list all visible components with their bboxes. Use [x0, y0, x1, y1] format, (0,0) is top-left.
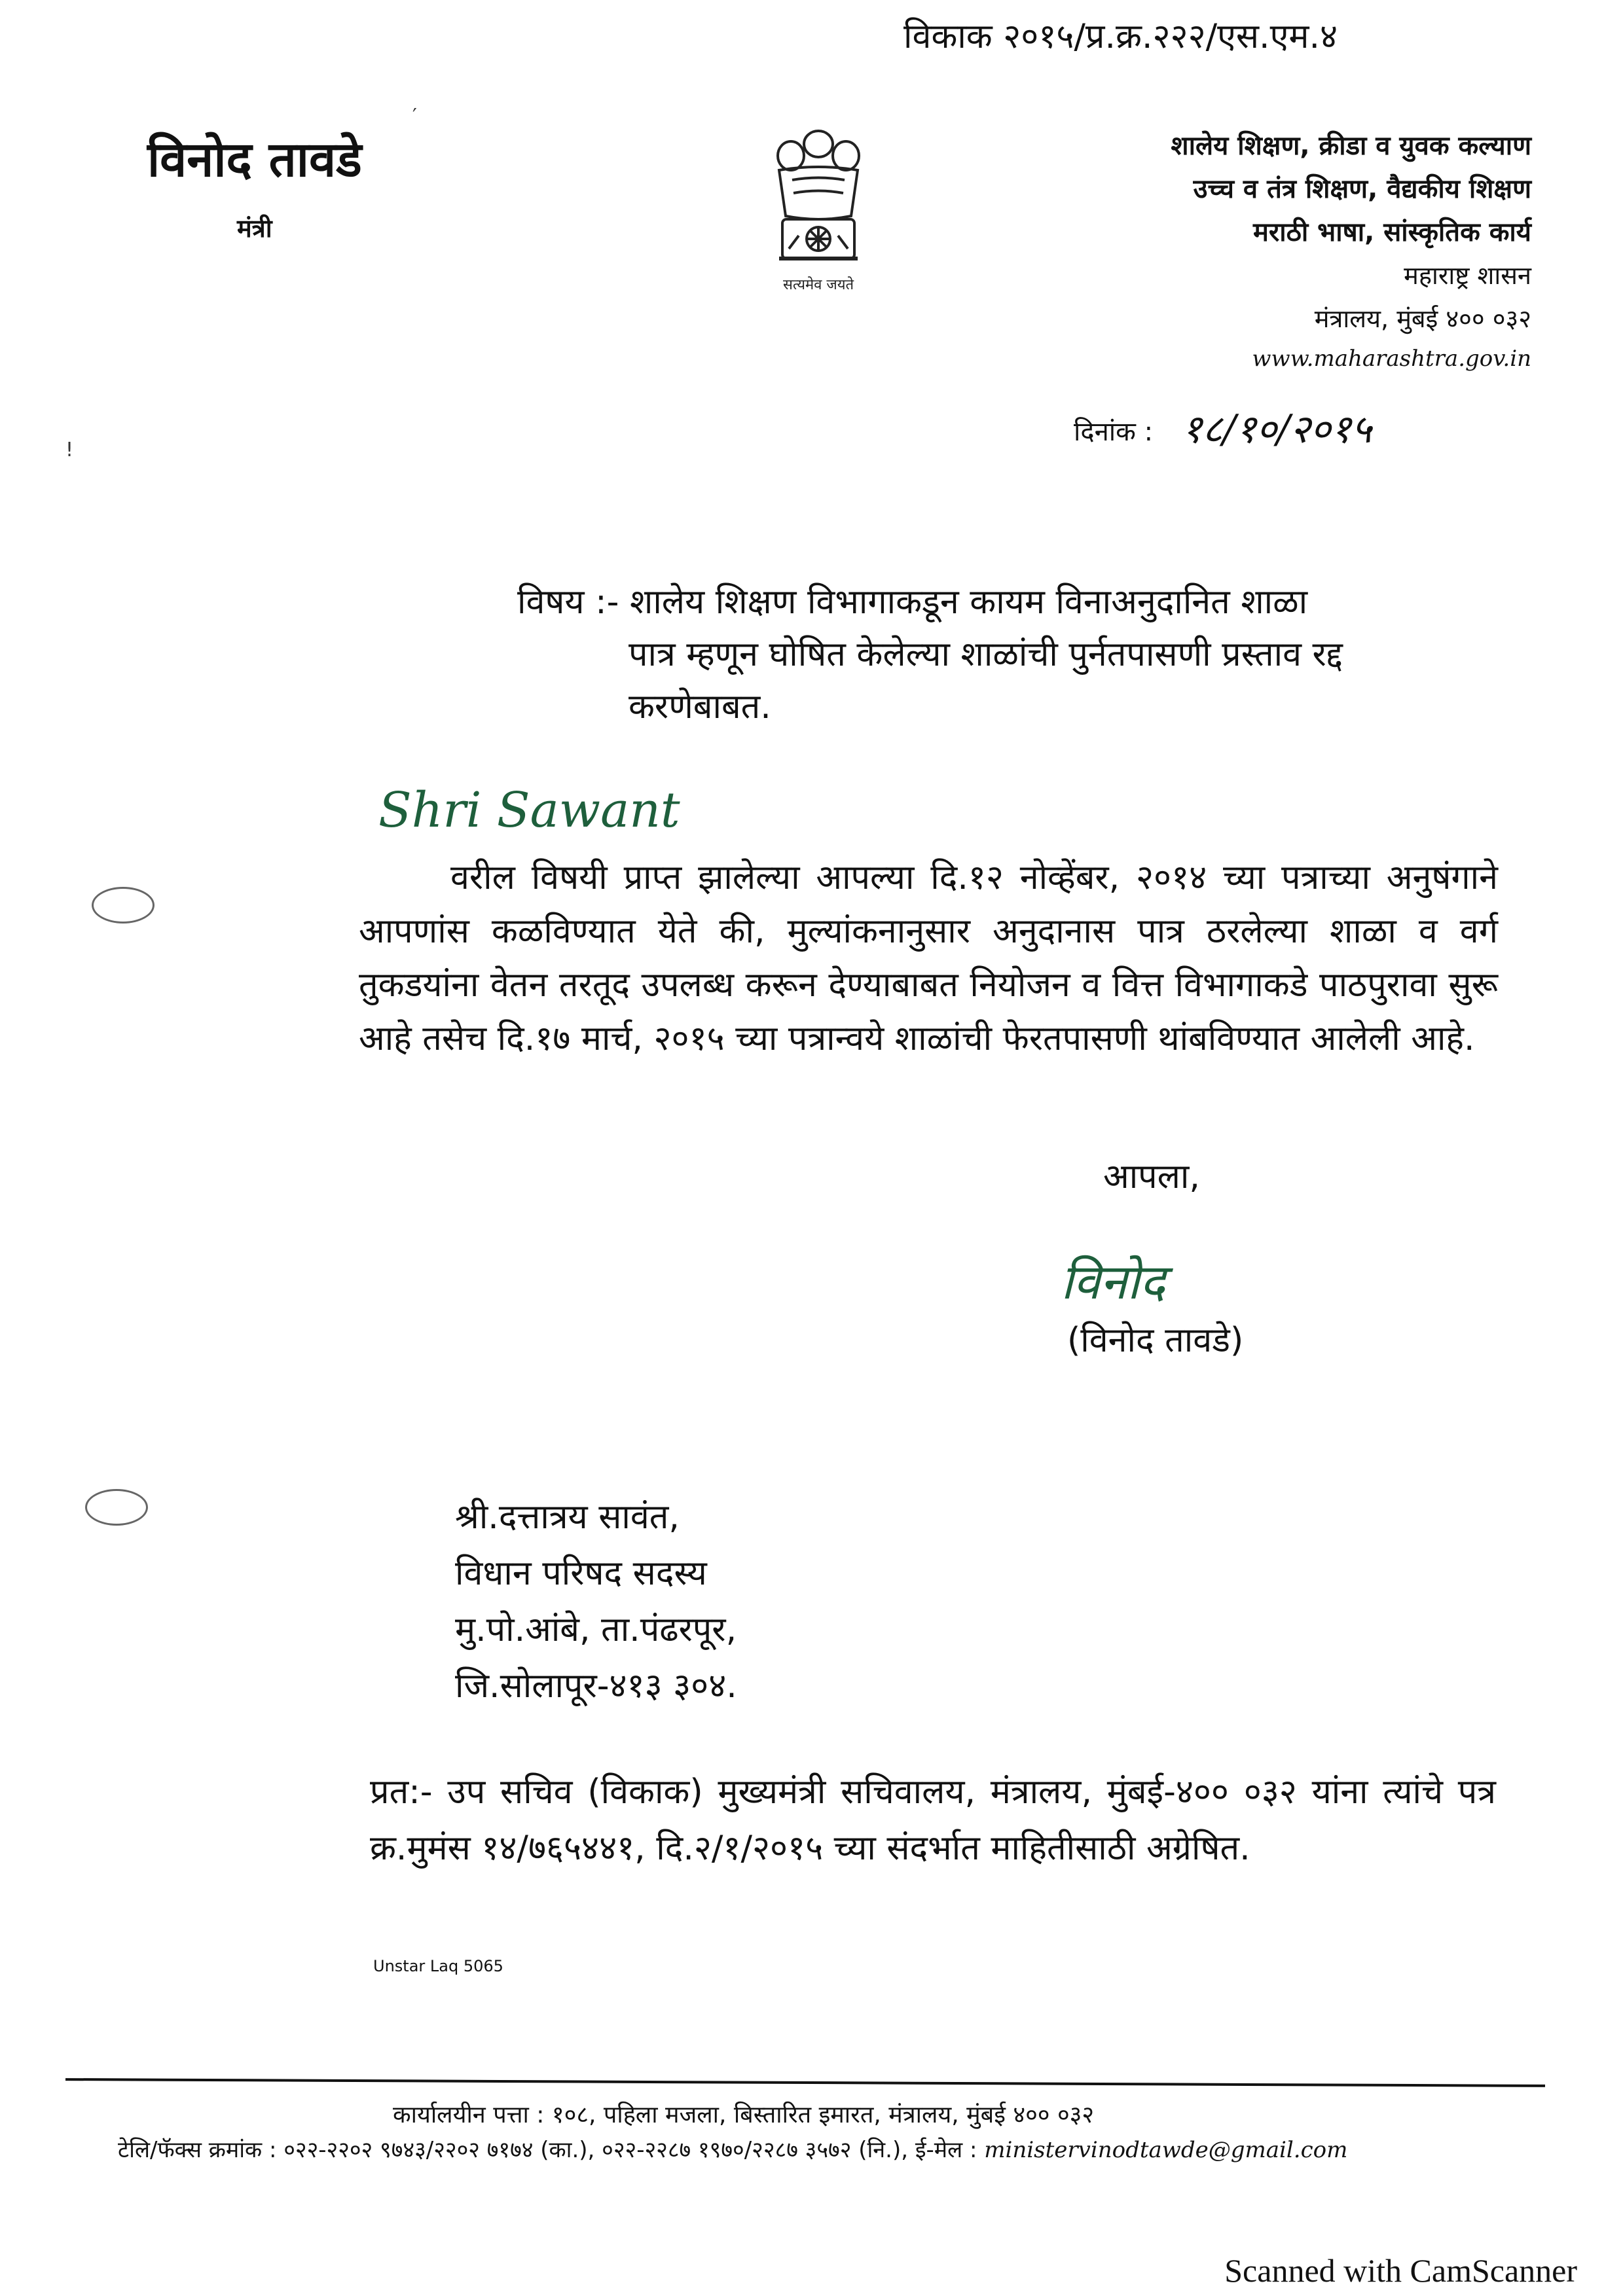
subject-line: शालेय शिक्षण विभागाकडून कायम विनाअनुदानित शाळा	[629, 583, 1308, 622]
subject-block	[517, 576, 1447, 733]
footer-office-address: कार्यालयीन पत्ता : १०८, पहिला मजला, बिस्तारित इमारत, मंत्रालय, मुंबई ४०० ०३२	[393, 2102, 1095, 2128]
addressee-block	[455, 1489, 737, 1714]
scanner-watermark: Scanned with CamScanner	[1224, 2252, 1577, 2289]
ashoka-emblem-icon	[753, 118, 884, 308]
signature: विनोद	[1061, 1254, 1165, 1310]
letter-body: वरील विषयी प्राप्त झालेल्या आपल्या दि.१२ नोव्हेंबर, २०१४ च्या पत्राच्या अनुषंगाने आपणांस कळविण्यात येते की, मुल्यांकनानुसार अनुदानास पात्र ठरलेल्या शाळा व वर्ग तुकडयांना वेतन तरतूद उपलब्ध करून देण्याबाबत नियोजन व वित्त विभागाकडे पाठपुरावा सुरू आहे तसेच दि.१७ मार्च, २०१५ च्या पत्रान्वये शाळांची फेरतपासणी थांबविण्यात आलेली आहे.	[359, 858, 1498, 1058]
addressee-line: जि.सोलापूर-४१३ ३०४.	[455, 1666, 737, 1706]
subject-line: करणेबाबत.	[629, 687, 771, 726]
emblem-motto: सत्यमेव जयते	[782, 277, 854, 293]
minister-title: मंत्री	[237, 214, 272, 243]
government-name: महाराष्ट्र शासन	[1404, 261, 1531, 290]
portfolio-block	[942, 124, 1531, 377]
addressee-line: विधान परिषद सदस्य	[455, 1554, 707, 1593]
portfolio-line: मराठी भाषा, सांस्कृतिक कार्य	[1252, 217, 1531, 247]
website-link[interactable]: www.maharashtra.gov.in	[1252, 346, 1531, 372]
footer-email[interactable]: ministervinodtawde@gmail.com	[984, 2137, 1348, 2163]
minister-name: विनोद तावडे	[147, 132, 362, 188]
signatory-name: (विनोद तावडे)	[1067, 1321, 1244, 1360]
portfolio-line: उच्च व तंत्र शिक्षण, वैद्यकीय शिक्षण	[1193, 174, 1531, 204]
subject-line: पात्र म्हणून घोषित केलेल्या शाळांची पुर्नतपासणी प्रस्ताव रद्द	[629, 635, 1343, 674]
addressee-line: मु.पो.आंबे, ता.पंढरपूर,	[455, 1610, 737, 1649]
footer-contact	[118, 2134, 1347, 2164]
handwritten-salutation: Shri Sawant	[378, 782, 680, 838]
scan-speck: ′	[412, 105, 417, 128]
scan-speck: !	[65, 439, 74, 461]
footer-divider	[65, 2078, 1545, 2087]
copy-to: प्रत:- उप सचिव (विकाक) मुख्यमंत्री सचिवालय, मंत्रालय, मुंबई-४०० ०३२ यांना त्यांचे पत्र क्र.मुमंस १४/७६५४४१, दि.२/१/२०१५ च्या संदर्भात माहितीसाठी अग्रेषित.	[370, 1772, 1496, 1868]
portfolio-line: शालेय शिक्षण, क्रीडा व युवक कल्याण	[1171, 131, 1531, 161]
date-label: दिनांक :	[1074, 417, 1154, 447]
office-address: मंत्रालय, मुंबई ४०० ०३२	[1314, 304, 1531, 333]
punch-hole-mark	[92, 887, 155, 924]
closing: आपला,	[1103, 1157, 1200, 1196]
addressee-line: श्री.दत्तात्रय सावंत,	[455, 1498, 680, 1537]
punch-hole-mark	[85, 1489, 148, 1526]
date-value: १८/१०/२०१५	[1182, 406, 1372, 452]
state-emblem	[753, 118, 884, 308]
footer-contact-text: टेलि/फॅक्स क्रमांक : ०२२-२२०२ ९७४३/२२०२ ७१७४ (का.), ०२२-२२८७ १९७०/२२८७ ३५७२ (नि.), ई-मेल :	[118, 2137, 977, 2163]
reference-number: विकाक २०१५/प्र.क्र.२२२/एस.एम.४	[903, 17, 1338, 56]
subject-label: विषय :-	[517, 583, 619, 622]
reference-code: Unstar Laq 5065	[373, 1957, 503, 1975]
